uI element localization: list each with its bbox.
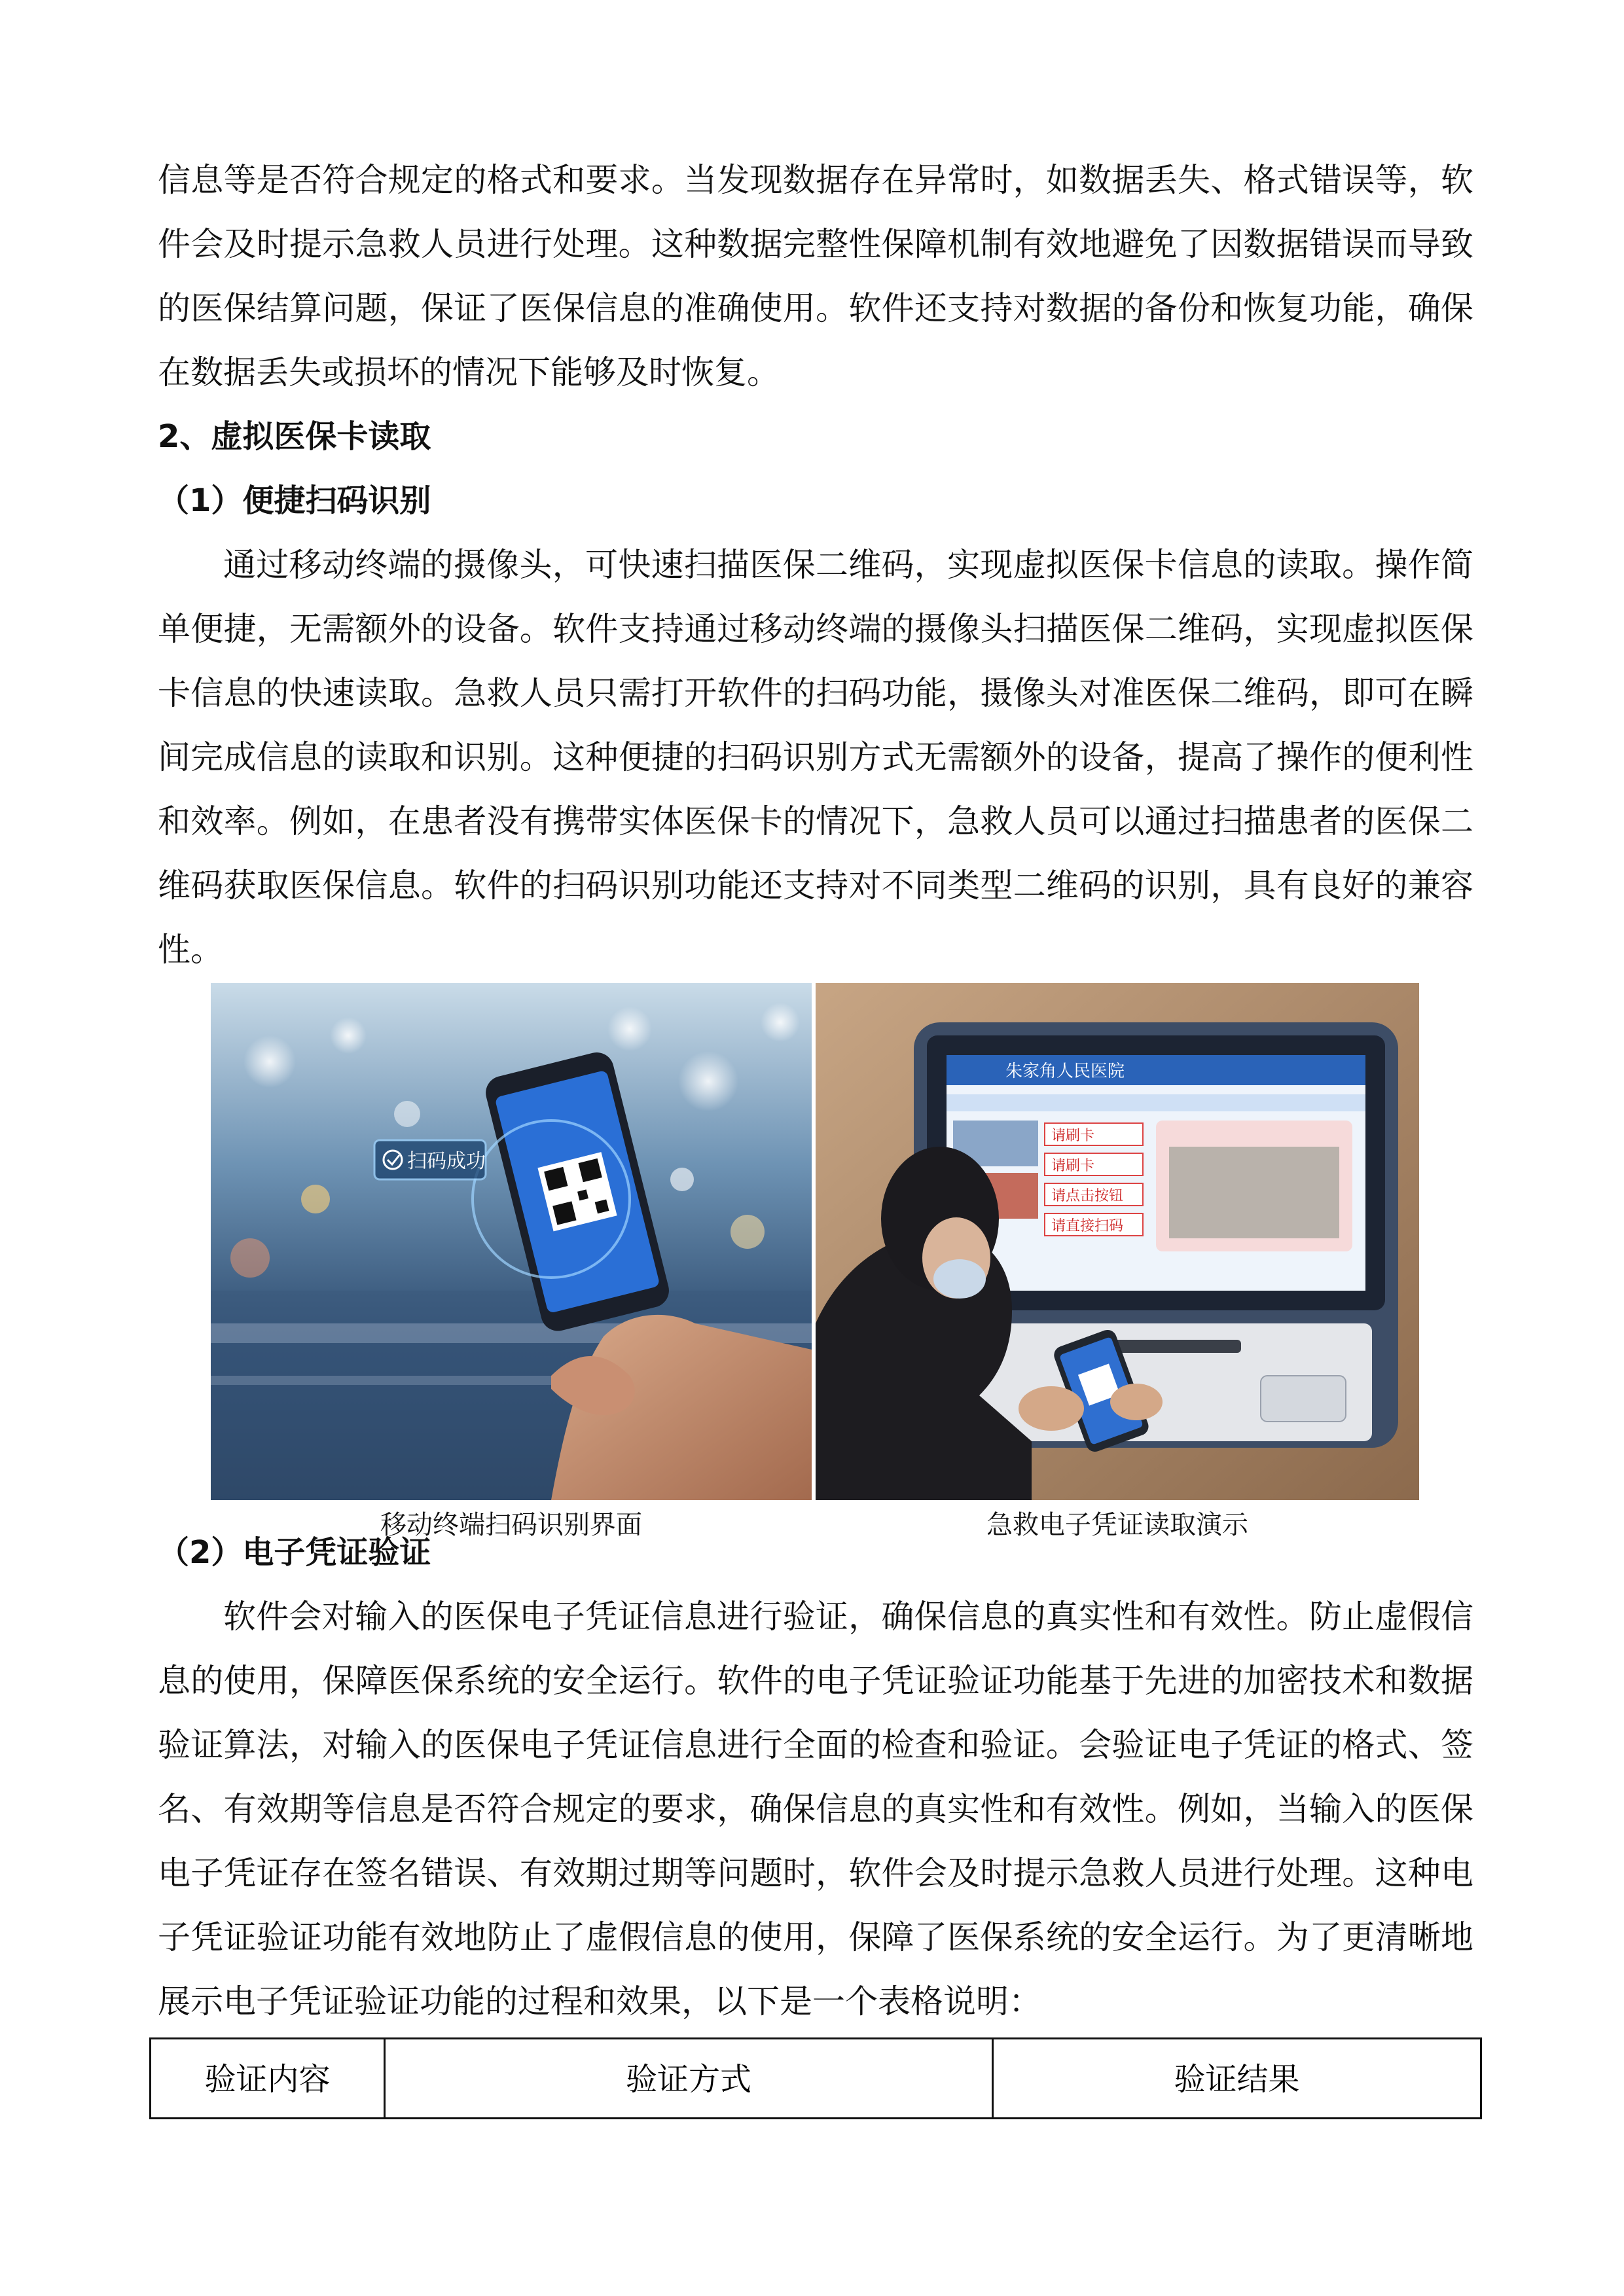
figure-kiosk-demo <box>816 983 1419 1500</box>
kiosk-menu-item-1: 请刷卡 <box>1051 1128 1095 1144</box>
paragraph-scan-recognition: 通过移动终端的摄像头，可快速扫描医保二维码，实现虚拟医保卡信息的读取。操作简单便捷，无需额外的设备。软件支持通过移动终端的摄像头扫描医保二维码，实现虚拟医保卡信息的快速读取。急救人员只需打开软件的扫码功能，摄像头对准医保二维码，即可在瞬间完成信息的读取和识别。这种便捷的扫码识别方式无需额外的设备，提高了操作的便利性和效率。例如，在患者没有携带实体医保卡的情况下，急救人员可以通过扫描患者的医保二维码获取医保信息。软件的扫码识别功能还支持对不同类型二维码的识别，具有良好的兼容性。 <box>158 546 1473 969</box>
scan-success-label: 扫码成功 <box>407 1150 486 1173</box>
kiosk-menu-item-4: 请直接扫码 <box>1051 1218 1124 1234</box>
kiosk-menu-item-3: 请点击按钮 <box>1051 1188 1124 1204</box>
table-header-result: 验证结果 <box>993 2039 1481 2119</box>
lower-text-block <box>158 1520 1473 2034</box>
table-header-content: 验证内容 <box>151 2039 385 2119</box>
subsection-heading-verify: （2）电子凭证验证 <box>158 1534 431 1571</box>
mobile-scan-illustration <box>211 983 812 1500</box>
kiosk-menu-item-2: 请刷卡 <box>1051 1158 1095 1174</box>
figure-row <box>211 983 1419 1500</box>
verification-table <box>149 2037 1482 2119</box>
caption-kiosk-demo: 急救电子凭证读取演示 <box>986 1510 1248 1540</box>
table-header-method: 验证方式 <box>385 2039 993 2119</box>
kiosk-screen-title: 朱家角人民医院 <box>1005 1062 1125 1081</box>
figure-mobile-scan <box>211 983 812 1500</box>
paragraph-voucher-verification: 软件会对输入的医保电子凭证信息进行验证，确保信息的真实性和有效性。防止虚假信息的使用，保障医保系统的安全运行。软件的电子凭证验证功能基于先进的加密技术和数据验证算法，对输入的医保电子凭证信息进行全面的检查和验证。会验证电子凭证的格式、签名、有效期等信息是否符合规定的要求，确保信息的真实性和有效性。例如，当输入的医保电子凭证存在签名错误、有效期过期等问题时，软件会及时提示急救人员进行处理。这种电子凭证验证功能有效地防止了虚假信息的使用，保障了医保系统的安全运行。为了更清晰地展示电子凭证验证功能的过程和效果，以下是一个表格说明： <box>158 1598 1473 2020</box>
upper-text-block <box>158 148 1473 982</box>
caption-mobile-scan: 移动终端扫码识别界面 <box>380 1510 642 1540</box>
paragraph-data-integrity: 信息等是否符合规定的格式和要求。当发现数据存在异常时，如数据丢失、格式错误等，软件会及时提示急救人员进行处理。这种数据完整性保障机制有效地避免了因数据错误而导致的医保结算问题，保证了医保信息的准确使用。软件还支持对数据的备份和恢复功能，确保在数据丢失或损坏的情况下能够及时恢复。 <box>158 161 1473 391</box>
kiosk-illustration <box>816 983 1419 1500</box>
table-header-row <box>151 2039 1481 2119</box>
section-heading-virtual-card: 2、虚拟医保卡读取 <box>158 418 431 455</box>
subsection-heading-scan: （1）便捷扫码识别 <box>158 482 431 519</box>
